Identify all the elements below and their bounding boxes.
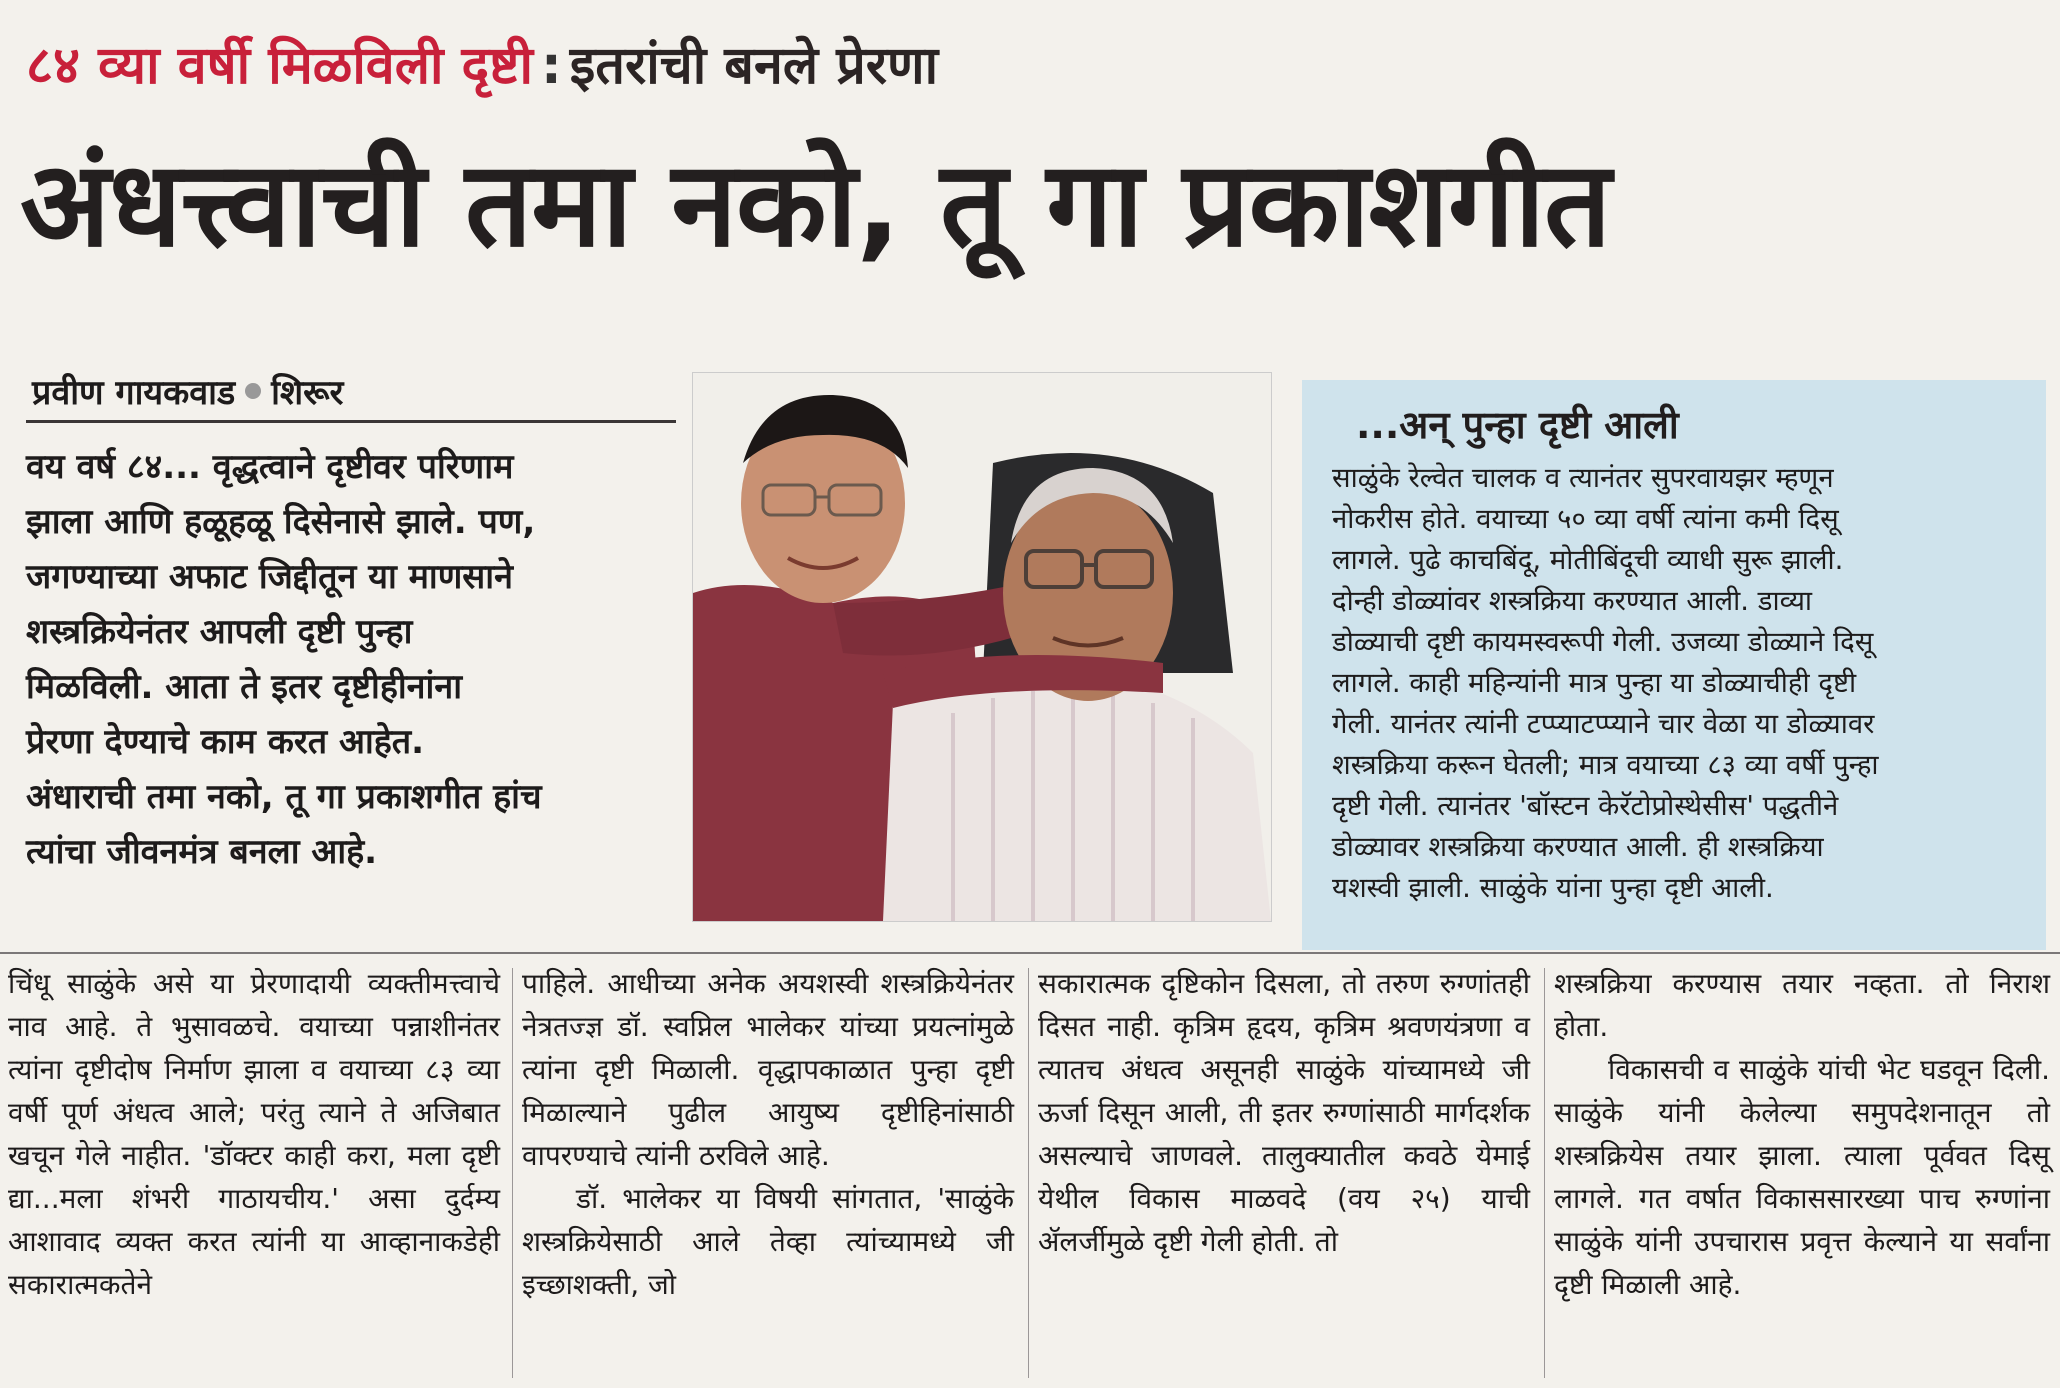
sidebar-line: डोळ्याची दृष्टी कायमस्वरूपी गेली. उजव्या डोळ्याने दिसू bbox=[1332, 626, 1874, 658]
column-paragraph: चिंधू साळुंके असे या प्रेरणादायी व्यक्तीमत्त्वाचे नाव आहे. ते भुसावळचे. वयाच्या पन्नाशीनंतर त्यांना दृष्टीदोष निर्माण झाला व वयाच्या ८३ व्या वर्षी पूर्ण अंधत्व आले; परंतु त्याने ते अजिबात खचून गेले नाहीत. 'डॉक्टर काही करा, मला दृष्टी द्या...मला शंभरी गाठायचीय.' असा दुर्दम्य आशावाद व्यक्त करत त्यांनी या आव्हानाकडेही सकारात्मकतेने bbox=[8, 967, 500, 1301]
section-divider bbox=[0, 952, 2060, 954]
sidebar-line: डोळ्यावर शस्त्रक्रिया करण्यात आली. ही शस्त्रक्रिया bbox=[1332, 831, 1824, 863]
intro-line: झाला आणि हळूहळू दिसेनासे झाले. पण, bbox=[26, 502, 536, 542]
sidebar-box bbox=[1302, 380, 2046, 950]
sidebar-line: दोन्ही डोळ्यांवर शस्त्रक्रिया करण्यात आली. डाव्या bbox=[1332, 585, 1813, 617]
main-headline: अंधत्त्वाची तमा नको, तू गा प्रकाशगीत bbox=[20, 135, 1611, 273]
intro-line: प्रेरणा देण्याचे काम करत आहेत. bbox=[26, 722, 425, 762]
sidebar-body bbox=[1332, 458, 2020, 909]
kicker-separator: : bbox=[540, 36, 562, 96]
column-paragraph: पाहिले. आधीच्या अनेक अयशस्वी शस्त्रक्रियेनंतर नेत्रतज्ज्ञ डॉ. स्वप्निल भालेकर यांच्या प्रयत्नांमुळे त्यांना दृष्टी मिळाली. वृद्धापकाळात पुन्हा दृष्टी मिळाल्याने पुढील आयुष्य दृष्टीहिनांसाठी वापरण्याचे त्यांनी ठरविले आहे. bbox=[522, 967, 1014, 1172]
sidebar-line: लागले. पुढे काचबिंदू, मोतीबिंदूची व्याधी सुरू झाली. bbox=[1332, 544, 1844, 576]
intro-line: त्यांचा जीवनमंत्र बनला आहे. bbox=[26, 832, 378, 872]
kicker-red-text: ८४ व्या वर्षी मिळविली दृष्टी bbox=[26, 36, 533, 96]
sidebar-line: गेली. यानंतर त्यांनी टप्प्याटप्प्याने चार वेळा या डोळ्यावर bbox=[1332, 708, 1875, 740]
byline bbox=[32, 368, 343, 414]
sidebar-line: यशस्वी झाली. साळुंके यांना पुन्हा दृष्टी आली. bbox=[1332, 872, 1774, 904]
sidebar-title: ...अन् पुन्हा दृष्टी आली bbox=[1356, 403, 1679, 447]
column-divider bbox=[1544, 968, 1545, 1378]
kicker-subtext: इतरांची बनले प्रेरणा bbox=[569, 36, 939, 96]
sidebar-line: नोकरीस होते. वयाच्या ५० व्या वर्षी त्यांना कमी दिसू bbox=[1332, 503, 1839, 535]
intro-paragraph bbox=[26, 440, 676, 880]
byline-place: शिरूर bbox=[271, 373, 344, 413]
article-column-4 bbox=[1554, 962, 2050, 1306]
kicker-headline bbox=[26, 28, 938, 99]
intro-line: जगण्याच्या अफाट जिद्दीतून या माणसाने bbox=[26, 557, 513, 597]
intro-line: वय वर्ष ८४... वृद्धत्वाने दृष्टीवर परिणाम bbox=[26, 447, 514, 487]
byline-divider bbox=[26, 420, 676, 423]
photo-illustration bbox=[693, 373, 1271, 921]
intro-line: मिळविली. आता ते इतर दृष्टीहीनांना bbox=[26, 667, 463, 707]
column-paragraph: विकासची व साळुंके यांची भेट घडवून दिली. साळुंके यांनी केलेल्या समुपदेशनातून तो शस्त्रक्रियेस तयार झाला. त्याला पूर्ववत दिसू लागले. गत वर्षात विकाससारख्या पाच रुग्णांना साळुंके यांनी उपचारास प्रवृत्त केल्याने या सर्वांना दृष्टी मिळाली आहे. bbox=[1554, 1053, 2050, 1301]
sidebar-line: शस्त्रक्रिया करून घेतली; मात्र वयाच्या ८३ व्या वर्षी पुन्हा bbox=[1332, 749, 1879, 781]
byline-author: प्रवीण गायकवाड bbox=[32, 373, 236, 413]
column-divider bbox=[1028, 968, 1029, 1378]
article-column-3 bbox=[1038, 962, 1530, 1263]
column-paragraph: शस्त्रक्रिया करण्यास तयार नव्हता. तो निराश होता. bbox=[1554, 967, 2050, 1043]
column-paragraph: डॉ. भालेकर या विषयी सांगतात, 'साळुंके शस्त्रक्रियेसाठी आले तेव्हा त्यांच्यामध्ये जी इच्छाशक्ती, जो bbox=[522, 1182, 1014, 1301]
news-photo bbox=[692, 372, 1272, 922]
sidebar-line: साळुंके रेल्वेत चालक व त्यानंतर सुपरवायझर म्हणून bbox=[1332, 462, 1834, 494]
intro-line: शस्त्रक्रियेनंतर आपली दृष्टी पुन्हा bbox=[26, 612, 413, 652]
sidebar-line: दृष्टी गेली. त्यानंतर 'बॉस्टन केरॅटोप्रोस्थेसीस' पद्धतीने bbox=[1332, 790, 1839, 822]
article-column-2 bbox=[522, 962, 1014, 1306]
column-divider bbox=[512, 968, 513, 1378]
sidebar-line: लागले. काही महिन्यांनी मात्र पुन्हा या डोळ्याचीही दृष्टी bbox=[1332, 667, 1857, 699]
column-paragraph: सकारात्मक दृष्टिकोन दिसला, तो तरुण रुग्णांतही दिसत नाही. कृत्रिम हृदय, कृत्रिम श्रवणयंत्रणा व त्यातच अंधत्व असूनही साळुंके यांच्यामध्ये जी ऊर्जा दिसून आली, ती इतर रुग्णांसाठी मार्गदर्शक असल्याचे जाणवले. तालुक्यातील कवठे येमाई येथील विकास माळवदे (वय २५) याची ॲलर्जीमुळे दृष्टी गेली होती. तो bbox=[1038, 967, 1530, 1258]
bullet-icon bbox=[245, 383, 261, 399]
article-column-1 bbox=[8, 962, 500, 1306]
intro-line: अंधाराची तमा नको, तू गा प्रकाशगीत हांच bbox=[26, 777, 542, 817]
